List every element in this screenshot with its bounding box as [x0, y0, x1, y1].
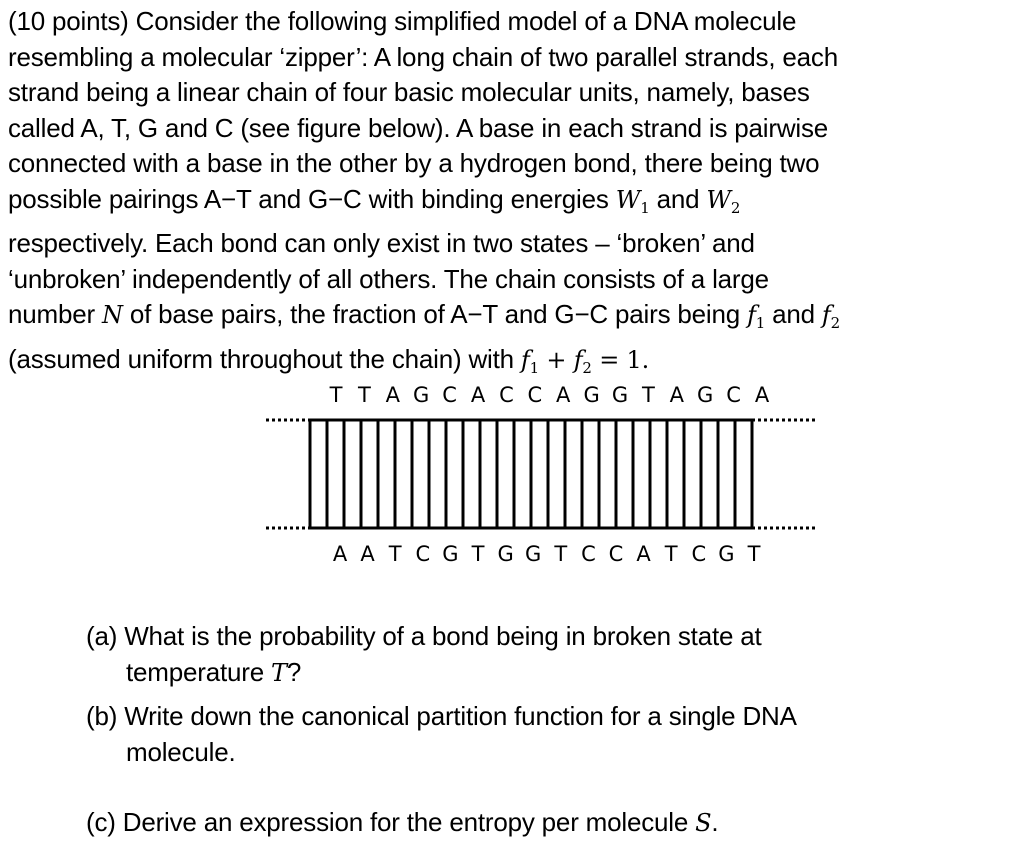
question-b-continuation: molecule. [126, 737, 236, 767]
problem-line-3: strand being a linear chain of four basic molecular units, namely, bases [8, 77, 810, 107]
top-base-letter: A [669, 383, 684, 407]
w1-subscript: 1 [640, 198, 650, 217]
eq-f2-symbol: f [573, 345, 583, 374]
top-base-letter: A [470, 383, 486, 407]
bottom-base-letter: T [554, 542, 568, 566]
problem-line-4: called A, T, G and C (see figure below). A base in each strand is pairwise [8, 112, 829, 143]
top-base-letter: A [556, 383, 571, 407]
eq-f2-subscript: 2 [582, 358, 592, 377]
dna-ladder-diagram [258, 374, 838, 594]
eq-plus: + [538, 345, 574, 374]
top-base-letter: C [726, 383, 741, 407]
f2-subscript: 2 [830, 314, 840, 332]
problem-line-1: (10 points) Consider the following simplified model of a DNA molecule [8, 6, 797, 36]
top-base-letter: C [499, 383, 514, 407]
question-a-cont-text: temperature [126, 657, 272, 687]
question-a [86, 618, 762, 691]
question-b-text: (b) Write down the canonical partition function for a single DNA [86, 701, 797, 731]
line9-text-b: of base pairs, the fraction of A−T and G−C pairs being [122, 299, 748, 329]
bottom-strand-bases [333, 542, 761, 566]
bottom-base-letter: C [415, 542, 431, 566]
eq-f1-symbol: f [520, 345, 530, 374]
question-a-text: (a) What is the probability of a bond being in broken state at [86, 621, 762, 651]
bottom-base-letter: T [388, 542, 402, 566]
bottom-base-letter: A [636, 542, 651, 566]
question-c [86, 804, 718, 841]
n-symbol: N [101, 301, 123, 329]
top-base-letter: G [697, 383, 714, 407]
w2-symbol: W [706, 185, 731, 214]
question-b [86, 698, 797, 770]
top-base-letter: G [583, 383, 600, 407]
top-base-letter: C [527, 383, 543, 407]
top-base-letter: C [442, 383, 457, 407]
w1-symbol: W [615, 185, 641, 214]
problem-line-2: resembling a molecular ‘zipper’: A long chain of two parallel strands, each [8, 41, 838, 72]
bottom-base-letter: A [332, 542, 348, 566]
top-strand-bases [329, 383, 770, 407]
eq-f1-subscript: 1 [529, 358, 539, 377]
bottom-base-letter: C [581, 542, 596, 566]
top-base-letter: G [413, 383, 430, 407]
top-base-letter: A [385, 383, 400, 407]
bottom-base-letter: C [608, 542, 624, 566]
w2-subscript: 2 [730, 198, 741, 217]
line10-text-a: (assumed uniform throughout the chain) with [8, 343, 521, 374]
line6-text-a: possible pairings A−T and G−C with binding energies [8, 183, 616, 214]
bottom-base-letter: T [747, 542, 761, 566]
line6-text-b: and [649, 183, 707, 214]
line9-text-c: and [765, 299, 822, 329]
problem-statement [8, 4, 1020, 386]
problem-line-5: connected with a base in the other by a hydrogen bond, there being two [8, 148, 820, 178]
temperature-symbol: T [271, 659, 287, 687]
f2-symbol: f [821, 301, 831, 329]
question-a-continuation [86, 654, 762, 691]
bottom-base-letter: G [497, 542, 514, 566]
question-c-text [86, 804, 718, 841]
f1-subscript: 1 [755, 314, 766, 332]
question-c-end: . [711, 807, 719, 837]
problem-line-6 [8, 182, 1020, 227]
bottom-base-letter: G [442, 542, 459, 566]
question-a-end: ? [286, 657, 302, 687]
top-base-letter: T [329, 383, 343, 407]
problem-line-8: ‘unbroken’ independently of all others. The chain consists of a large [8, 263, 769, 294]
problem-line-7: respectively. Each bond can only exist in two states – ‘broken’ and [8, 228, 755, 258]
line9-text-a: number [8, 299, 102, 329]
problem-line-9 [8, 297, 1020, 342]
entropy-symbol: S [695, 809, 712, 837]
top-base-letter: A [754, 383, 770, 407]
bottom-base-letter: G [718, 542, 735, 566]
bottom-base-letter: C [691, 542, 707, 566]
dna-zipper-figure [258, 374, 838, 594]
top-base-letter: G [611, 383, 629, 407]
hydrogen-bonds [310, 420, 752, 528]
top-base-letter: T [357, 383, 371, 407]
f1-symbol: f [747, 301, 756, 329]
eq-rest: = 1. [591, 345, 650, 374]
top-base-letter: T [641, 383, 655, 407]
bottom-base-letter: G [525, 542, 542, 566]
bottom-base-letter: A [360, 542, 375, 566]
question-c-label: (c) Derive an expression for the entropy per molecule [86, 807, 696, 837]
bottom-base-letter: T [664, 542, 678, 566]
bottom-base-letter: T [471, 542, 485, 566]
